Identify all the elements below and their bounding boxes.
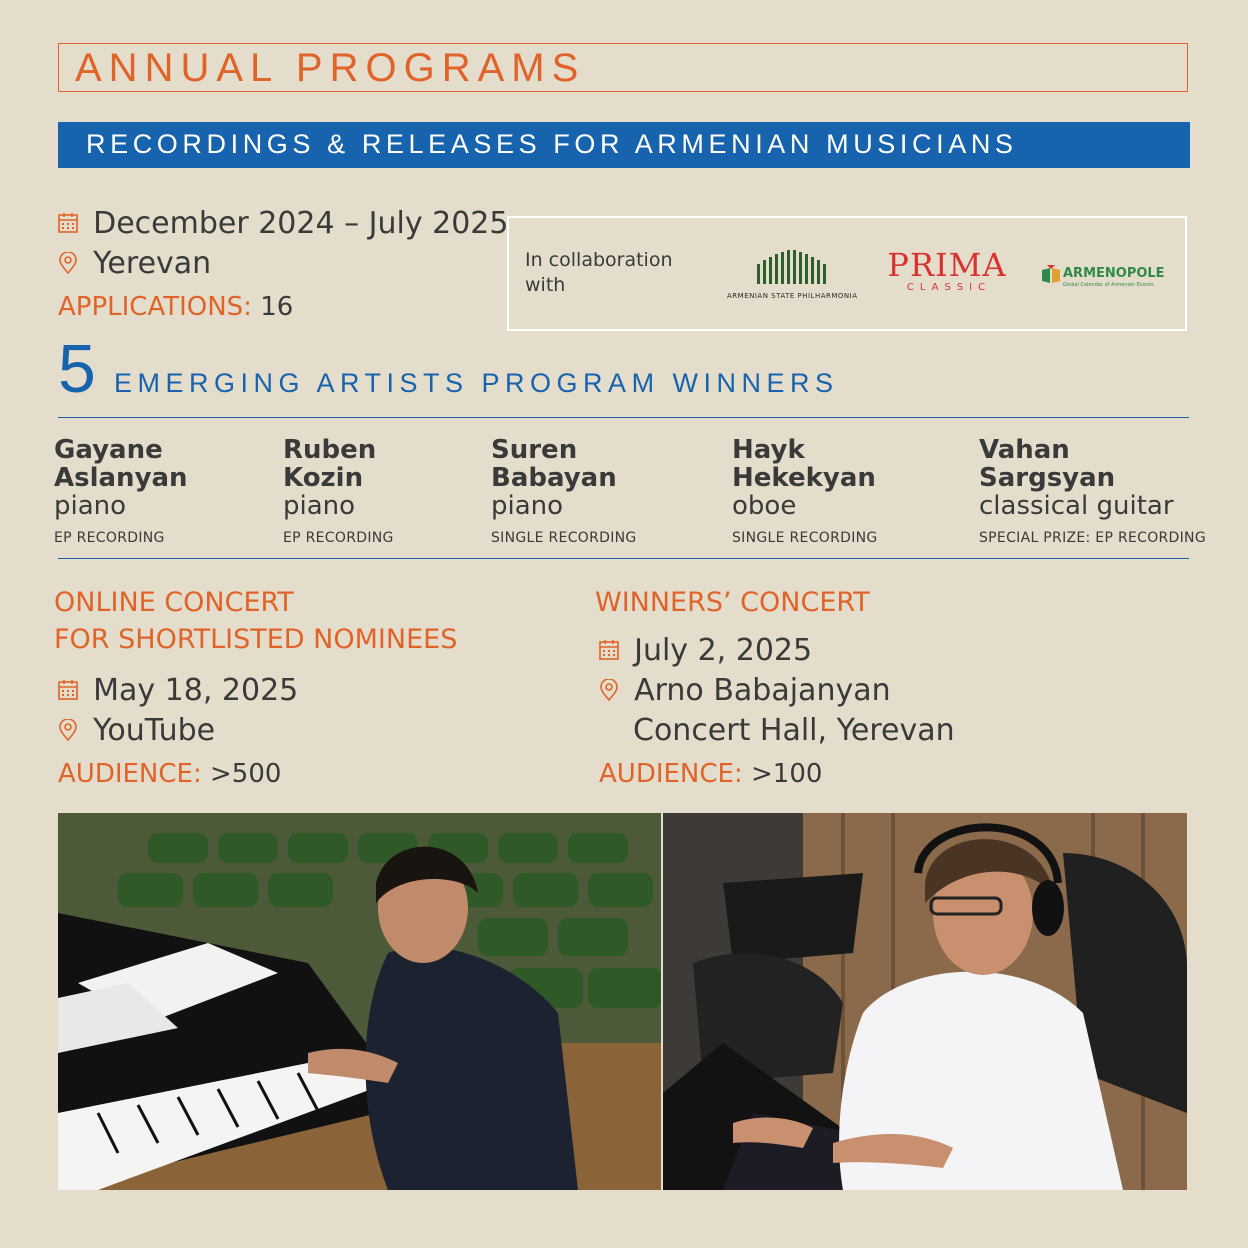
audience-label: AUDIENCE: (58, 759, 202, 789)
winner-last-name: Kozin (283, 463, 364, 493)
location-pin-icon (58, 252, 78, 274)
winner-card (491, 436, 637, 546)
winners-count: 5 (58, 331, 96, 407)
online-concert-date: May 18, 2025 (93, 673, 299, 708)
winner-card (283, 436, 394, 546)
online-concert-title-line2: FOR SHORTLISTED NOMINEES (54, 624, 458, 655)
calendar-icon (58, 679, 78, 701)
location-pin-icon (58, 719, 78, 741)
armenopole-book-icon (1041, 264, 1061, 284)
online-concert-date-row (58, 673, 298, 708)
philharmonia-name: ARMENIAN STATE PHILHARMONIA (727, 292, 858, 300)
winner-first-name: Hayk (732, 435, 805, 465)
applications-value: 16 (260, 292, 294, 322)
collaboration-label: In collaboration with (525, 249, 673, 296)
divider-bottom (58, 558, 1189, 559)
online-concert-heading (54, 584, 457, 658)
winner-first-name: Vahan (979, 435, 1070, 465)
winner-instrument: piano (283, 491, 356, 521)
winner-card (732, 436, 878, 546)
winners-section-label: EMERGING ARTISTS PROGRAM WINNERS (114, 368, 839, 398)
program-location-row (58, 246, 211, 281)
online-concert-title-line1: ONLINE CONCERT (54, 587, 294, 618)
program-dates: December 2024 – July 2025 (93, 206, 509, 241)
online-audience-row (58, 759, 281, 789)
program-location: Yerevan (93, 246, 212, 281)
winner-instrument: piano (54, 491, 127, 521)
winner-award: EP RECORDING (54, 530, 165, 546)
audience-value: >100 (751, 759, 823, 789)
applications-row (58, 292, 293, 322)
page-subtitle: RECORDINGS & RELEASES FOR ARMENIAN MUSICIANS (86, 129, 1018, 159)
philharmonia-pipes-icon (755, 250, 829, 284)
winner-instrument: oboe (732, 491, 797, 521)
winner-last-name: Hekekyan (732, 463, 876, 493)
winner-award: SINGLE RECORDING (732, 530, 878, 546)
winner-last-name: Aslanyan (54, 463, 188, 493)
partner-philharmonia-logo (727, 250, 857, 300)
winner-award: SINGLE RECORDING (491, 530, 637, 546)
winner-award: EP RECORDING (283, 530, 394, 546)
applications-label: APPLICATIONS: (58, 292, 252, 322)
winner-first-name: Gayane (54, 435, 163, 465)
winners-concert-location-line2: Concert Hall, Yerevan (633, 713, 955, 748)
online-concert-location: YouTube (93, 713, 216, 748)
online-concert-location-row (58, 713, 215, 748)
winner-card (979, 436, 1206, 546)
armenopole-name: ARMENOPOLE (1063, 266, 1165, 281)
winners-concert-location-row (599, 673, 891, 708)
winners-concert-location-line1: Arno Babajanyan (634, 673, 891, 708)
calendar-icon (58, 212, 78, 234)
page-title: ANNUAL PROGRAMS (75, 46, 586, 90)
divider-top (58, 417, 1189, 418)
winner-card (54, 436, 188, 546)
winners-concert-date-row (599, 633, 812, 668)
producer-photo-illustration (663, 813, 1187, 1190)
winner-instrument: classical guitar (979, 491, 1174, 521)
photo-producer (663, 813, 1187, 1190)
winners-audience-row (599, 759, 822, 789)
prima-name: PRIMA (887, 246, 1007, 284)
winner-first-name: Ruben (283, 435, 377, 465)
winners-concert-title: WINNERS’ CONCERT (595, 587, 870, 618)
winner-instrument: piano (491, 491, 564, 521)
collaboration-box (507, 216, 1187, 331)
winners-concert-date: July 2, 2025 (634, 633, 813, 668)
program-dates-row (58, 206, 508, 241)
audience-value: >500 (210, 759, 282, 789)
prima-sub: CLASSIC (906, 282, 992, 293)
subtitle-band (58, 122, 1190, 168)
winner-last-name: Sargsyan (979, 463, 1116, 493)
photo-pianist (58, 813, 661, 1190)
winner-last-name: Babayan (491, 463, 617, 493)
winner-award: SPECIAL PRIZE: EP RECORDING (979, 530, 1206, 546)
location-pin-icon (599, 679, 619, 701)
winner-first-name: Suren (491, 435, 578, 465)
audience-label: AUDIENCE: (599, 759, 743, 789)
calendar-icon (599, 639, 619, 661)
armenopole-sub: Global Calendar of Armenian Events (1063, 282, 1154, 288)
pianist-photo-illustration (58, 813, 661, 1190)
partner-prima-logo (887, 248, 1007, 293)
title-box (58, 43, 1188, 92)
